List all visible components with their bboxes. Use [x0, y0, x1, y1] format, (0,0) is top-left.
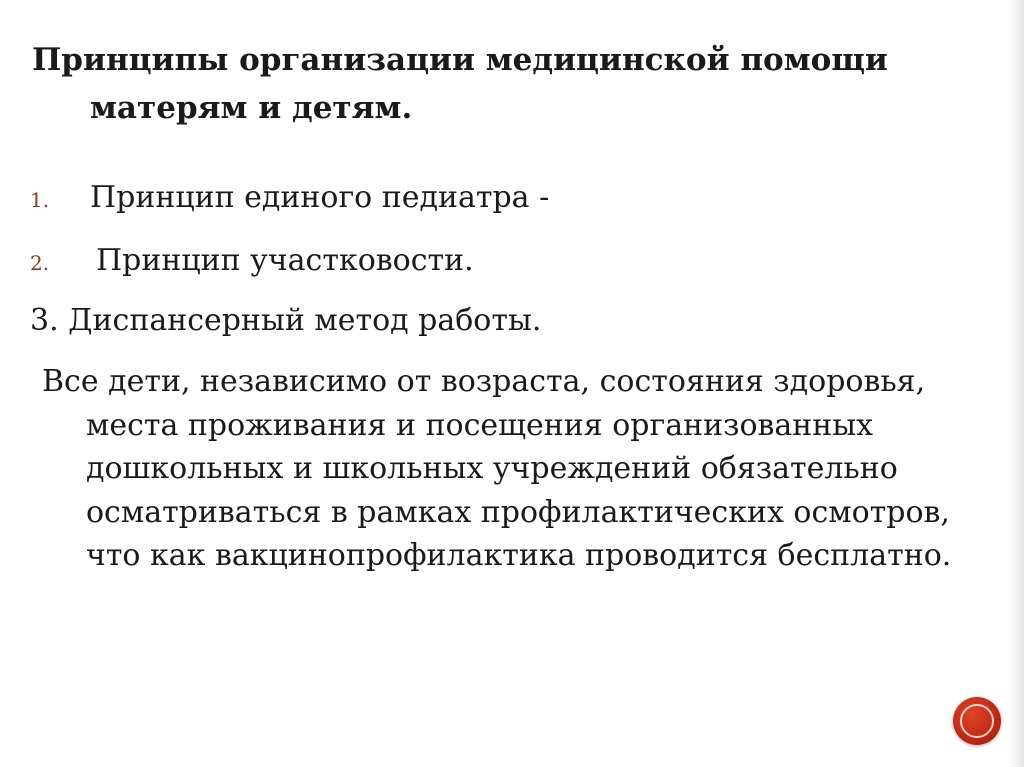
list-item-number: 1. — [30, 188, 50, 212]
list-item-1 — [30, 178, 960, 220]
circle-ring-icon[interactable] — [953, 697, 1001, 745]
slide-title: Принципы организации медицинской помощи матерям и детям. — [32, 42, 888, 126]
ring-decoration — [960, 704, 994, 738]
list-item-text: Принцип единого педиатра - — [90, 180, 550, 215]
list-item-3: 3. Диспансерный метод работы. — [30, 303, 542, 338]
list-item-2 — [30, 241, 960, 283]
body-paragraph: Все дети, независимо от возраста, состояния здоровья, места проживания и посещения организованных дошкольных и школьных учреждений обязательно осматриваться в рамках профилактических осмотров, что как вакцинопрофилактика проводится бесплатно. — [42, 364, 952, 573]
list-item-text: Принцип участковости. — [96, 243, 474, 278]
list-item-number: 2. — [30, 251, 50, 275]
